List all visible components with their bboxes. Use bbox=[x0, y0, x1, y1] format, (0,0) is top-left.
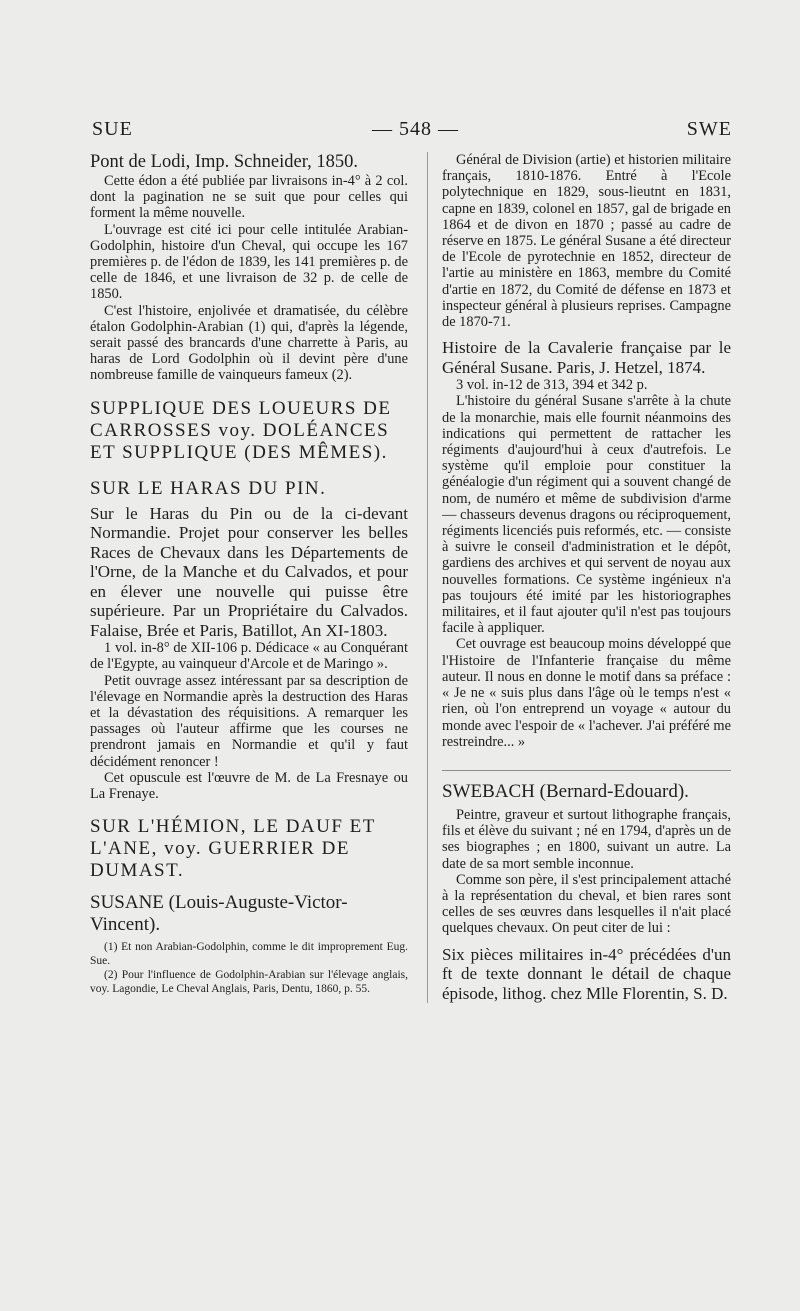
book-title: Histoire de la Cavalerie française par le Général Susane. Paris, J. Hetzel, 1874. bbox=[442, 338, 731, 377]
header-right: SWE bbox=[686, 118, 732, 140]
book-title: Sur le Haras du Pin ou de la ci-devant Normandie. Projet pour conserver les belles Races de Chevaux dans les Départements de l'Orne, de la Manche et du Calvados, et pour en élever une nouvelle qui puisse être supérieure. Par un Propriétaire du Calvados. Falaise, Brée et Paris, Batillot, An XI-1803. bbox=[90, 503, 408, 640]
book-title: Six pièces militaires in-4° précédées d'un ft de texte donnant le détail de chaque épisode, lithog. chez Mlle Florentin, S. D. bbox=[442, 944, 731, 1003]
entry-heading: SUR L'HÉMION, LE DAUF ET L'ANE, voy. GUERRIER DE DUMAST. bbox=[90, 816, 376, 882]
page-header bbox=[92, 118, 732, 148]
section-divider bbox=[442, 770, 731, 771]
footnote: (2) Pour l'influence de Godolphin-Arabian sur l'élevage anglais, voy. Lagondie, Le Cheval Anglais, Paris, Dentu, 1860, p. 55. bbox=[90, 969, 408, 996]
paragraph: 1 vol. in-8° de XII-106 p. Dédicace « au Conquérant de l'Egypte, au vainqueur d'Arcole et de Maringo ». bbox=[90, 640, 408, 673]
page-number: — 548 — bbox=[372, 118, 459, 140]
paragraph: Comme son père, il s'est principalement attaché à la représentation du cheval, et bien rares sont celles de ses œuvres dans lesquelles il n'ait placé quelques chevaux. On peut citer de lui : bbox=[442, 871, 731, 937]
paragraph: C'est l'histoire, enjolivée et dramatisée, du célèbre étalon Godolphin-Arabian (1) qui, d'après la légende, serait passé des brancards d'une charrette à Paris, au haras de Lord Godolphin où il devint père d'une nombreuse famille de vainqueurs fameux (2). bbox=[90, 302, 408, 384]
entry-heading: SUSANE (Louis-Auguste-Victor-Vincent). bbox=[90, 892, 348, 936]
right-column bbox=[427, 152, 731, 1003]
entry-heading: SUR LE HARAS DU PIN. bbox=[90, 477, 327, 499]
header-left: SUE bbox=[92, 118, 133, 140]
entry-heading: SWEBACH (Bernard-Edouard). bbox=[442, 780, 689, 802]
entry-heading: SUPPLIQUE DES LOUEURS DE CARROSSES voy. DOLÉANCES ET SUPPLIQUE (DES MÊMES). bbox=[90, 397, 392, 463]
paragraph: Cette édon a été publiée par livraisons in-4° à 2 col. dont la pagination ne se suit que pour celles qui forment la même nouvelle. bbox=[90, 173, 408, 222]
paragraph: L'ouvrage est cité ici pour celle intitulée Arabian-Godolphin, histoire d'un Cheval, qui occupe les 167 premières p. de l'édon de 1839, les 141 premières p. de celle de 1846, et une livraison de 32 p. de celle de 1850. bbox=[90, 221, 408, 303]
paragraph: Peintre, graveur et surtout lithographe français, fils et élève du suivant ; né en 1794, d'après un de ses biographes ; en 1800, suivant un autre. La date de sa mort semble inconnue. bbox=[442, 806, 731, 872]
paragraph: 3 vol. in-12 de 313, 394 et 342 p. bbox=[456, 377, 648, 394]
paragraph: Cet ouvrage est beaucoup moins développé que l'Histoire de l'Infanterie française du même auteur. Il nous en donne le motif dans sa préface : « Je ne « suis plus dans l'âge où le temps n'est « rien, où l'on entreprend un voyage « autour du monde avec l'espoir de « l'achever. J'ai préféré me restreindre... » bbox=[442, 636, 731, 750]
paragraph: Petit ouvrage assez intéressant par sa description de l'élevage en Normandie après la destruction des Haras et la dévastation des réquisitions. A remarquer les passages où l'auteur affirme que les courses ne prendront jamais en Normandie et qu'il y faut décidément renoncer ! bbox=[90, 672, 408, 770]
paragraph: Général de Division (artie) et historien militaire français, 1810-1876. Entré à l'Ecole polytechnique en 1829, sous-lieutnt en 1831, capne en 1839, colonel en 1857, gal de brigade en 1864 et de divon en 1870 ; passé au cadre de réserve en 1875. Le général Susane a été directeur de l'Ecole de pyrotechnie en 1852, directeur de l'artie au ministère en 1863, membre du Comité d'artie en 1872, du Comité de défense en 1873 et inspecteur général à plusieurs reprises. Campagne de 1870-71. bbox=[442, 152, 731, 331]
paragraph: Cet opuscule est l'œuvre de M. de La Fresnaye ou La Frenaye. bbox=[90, 769, 408, 802]
footnote: (1) Et non Arabian-Godolphin, comme le dit improprement Eug. Sue. bbox=[90, 941, 408, 968]
paragraph: L'histoire du général Susane s'arrête à la chute de la monarchie, mais elle fournit néanmoins des indications qui permettent de rattacher les régiments d'aujourd'hui à ceux d'autrefois. Le système qu'il emploie pour constituer la généalogie d'un régiment qui a souvent changé de nom, de numéro et même de subdivision d'arme — chasseurs devenus dragons ou réciproquement, régiments licenciés puis reformés, etc. — consiste à suivre le conseil d'administration et le dépôt, gardiens des archives et qui servent de noyau aux nouvelles formations. Ce système ingénieux n'a pas toujours été imité par les historiographes militaires, et il faut ajouter qu'il n'est pas toujours facile à appliquer. bbox=[442, 393, 731, 637]
left-column bbox=[90, 152, 408, 996]
title-tail: Pont de Lodi, Imp. Schneider, 1850. bbox=[90, 152, 358, 172]
